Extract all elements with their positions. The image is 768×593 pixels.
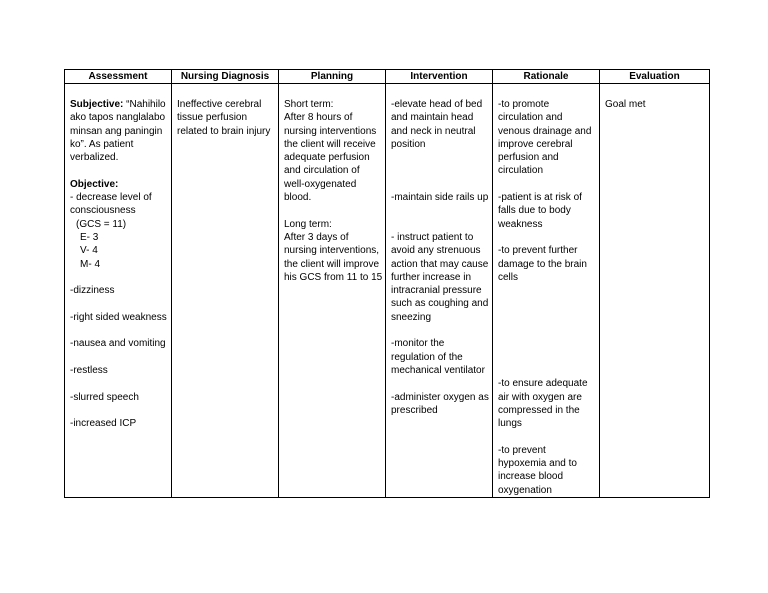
intervention-3-line-0: - instruct patient to	[391, 231, 474, 243]
intervention-4-line-0: -monitor the	[391, 338, 445, 350]
objective-line-0: - decrease level of	[70, 192, 152, 204]
header-planning: Planning	[279, 70, 386, 84]
header-rationale: Rationale	[493, 70, 600, 84]
intervention-3-line-6: sneezing	[391, 311, 432, 323]
diagnosis-line-1: tissue perfusion	[177, 112, 248, 124]
gcs-total: (GCS = 11)	[76, 218, 127, 230]
intervention-1-line-2: and neck in neutral	[391, 125, 476, 137]
subjective-line-3: ko”. As patient	[70, 138, 134, 150]
header-nursing-diagnosis: Nursing Diagnosis	[172, 70, 279, 84]
gcs-verbal: V- 4	[80, 245, 98, 257]
subjective-line-0	[70, 98, 168, 111]
header-assessment: Assessment	[65, 70, 172, 84]
long-term-line-4: his GCS from 11 to 15	[284, 271, 383, 283]
intervention-1-line-3: position	[391, 138, 426, 150]
long-term-label: Long term:	[284, 218, 332, 230]
rationale-3-line-2: cells	[498, 271, 519, 283]
evaluation-text: Goal met	[605, 99, 646, 110]
rationale-3-line-0: -to prevent further	[498, 245, 578, 257]
intervention-1-line-0: -elevate head of bed	[391, 99, 483, 110]
header-evaluation: Evaluation	[600, 70, 710, 84]
finding-weakness: -right sided weakness	[70, 311, 167, 323]
long-term-line-1: After 3 days of	[284, 231, 349, 243]
short-term-line-5: and circulation of	[284, 165, 360, 177]
finding-increased-icp: -increased ICP	[70, 418, 137, 430]
rationale-4-line-0: -to ensure adequate	[498, 378, 588, 390]
intervention-4-line-2: mechanical ventilator	[391, 364, 485, 376]
rationale-5-line-2: increase blood	[498, 471, 564, 483]
subjective-line-1: ako tapos nanglalabo	[70, 112, 166, 124]
intervention-1-line-1: and maintain head	[391, 112, 474, 124]
rationale-1-line-0: -to promote	[498, 99, 550, 110]
intervention-3-line-2: action that may cause	[391, 258, 489, 270]
intervention-3-line-1: avoid any strenuous	[391, 245, 481, 257]
diagnosis-line-2: related to brain injury	[177, 125, 271, 137]
gcs-eye: E- 3	[80, 231, 99, 243]
finding-dizziness: -dizziness	[70, 285, 115, 297]
rationale-2-line-1: falls due to body	[498, 205, 571, 217]
intervention-3-line-5: such as coughing and	[391, 298, 489, 310]
intervention-cell	[386, 84, 493, 498]
planning-cell	[279, 84, 386, 498]
rationale-1-line-1: circulation and	[498, 112, 563, 124]
assessment-cell	[65, 84, 172, 498]
header-intervention: Intervention	[386, 70, 493, 84]
evaluation-cell	[600, 84, 710, 498]
subjective-label: Subjective:	[70, 99, 124, 110]
rationale-2-line-0: -patient is at risk of	[498, 192, 582, 204]
rationale-2-line-2: weakness	[498, 218, 543, 230]
rationale-4-line-1: air with oxygen are	[498, 391, 582, 403]
long-term-line-2: nursing interventions,	[284, 245, 380, 257]
short-term-label: Short term:	[284, 99, 334, 110]
finding-nausea: -nausea and vomiting	[70, 338, 166, 350]
rationale-1-line-3: improve cerebral	[498, 138, 573, 150]
finding-slurred-speech: -slurred speech	[70, 391, 139, 403]
subjective-quote-start: “Nahihilo	[126, 99, 166, 110]
rationale-5-line-1: hypoxemia and to	[498, 458, 577, 470]
rationale-4-line-3: lungs	[498, 418, 522, 430]
intervention-2-line-0: -maintain side rails up	[391, 192, 489, 204]
rationale-3-line-1: damage to the brain	[498, 258, 587, 270]
objective-label: Objective:	[70, 178, 119, 190]
short-term-line-6: well-oxygenated	[284, 178, 357, 190]
finding-restless: -restless	[70, 364, 108, 376]
nursing-care-plan-table	[64, 69, 710, 498]
subjective-line-4: verbalized.	[70, 152, 119, 164]
intervention-4-line-1: regulation of the	[391, 351, 463, 363]
rationale-5-line-3: oxygenation	[498, 484, 552, 496]
rationale-1-line-5: circulation	[498, 165, 544, 177]
rationale-1-line-4: perfusion and	[498, 152, 559, 164]
intervention-3-line-4: intracranial pressure	[391, 285, 482, 297]
rationale-5-line-0: -to prevent	[498, 444, 546, 456]
diagnosis-line-0: Ineffective cerebral	[177, 99, 262, 110]
rationale-cell	[493, 84, 600, 498]
header-row	[65, 70, 710, 84]
rationale-4-line-2: compressed in the	[498, 404, 580, 416]
short-term-line-1: After 8 hours of	[284, 112, 353, 124]
intervention-5-line-0: -administer oxygen as	[391, 391, 489, 403]
short-term-line-7: blood.	[284, 192, 312, 204]
short-term-line-3: the client will receive	[284, 138, 376, 150]
care-plan-row	[65, 84, 710, 498]
short-term-line-4: adequate perfusion	[284, 152, 370, 164]
objective-line-1: consciousness	[70, 205, 136, 217]
short-term-line-2: nursing interventions	[284, 125, 377, 137]
intervention-5-line-1: prescribed	[391, 404, 438, 416]
intervention-3-line-3: further increase in	[391, 271, 472, 283]
long-term-line-3: the client will improve	[284, 258, 380, 270]
gcs-motor: M- 4	[80, 258, 100, 270]
subjective-line-2: minsan ang paningin	[70, 125, 163, 137]
rationale-1-line-2: venous drainage and	[498, 125, 592, 137]
nursing-diagnosis-cell	[172, 84, 279, 498]
